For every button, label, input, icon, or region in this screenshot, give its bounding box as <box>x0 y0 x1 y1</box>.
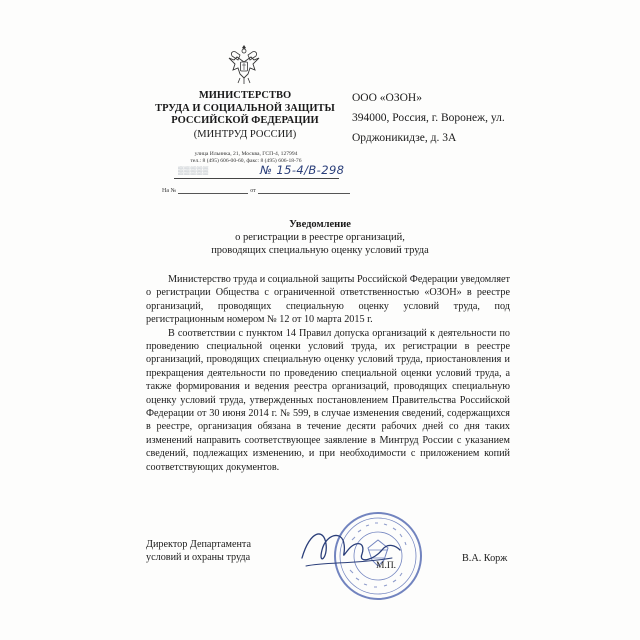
address-line: улица Ильинка, 21, Москва, ГСП-4, 127994 <box>194 151 298 157</box>
position-line: Директор Департамента <box>146 539 252 550</box>
outgoing-number: № 15-4/В-298 <box>260 163 345 177</box>
coat-of-arms-icon <box>226 42 262 86</box>
recipient-block <box>352 88 552 148</box>
signatory-position <box>146 538 251 564</box>
document-body <box>146 273 510 474</box>
na-field <box>178 187 248 194</box>
handwritten-signature-icon <box>296 520 406 580</box>
ot-label: от <box>250 188 256 194</box>
ministry-line: РОССИЙСКОЙ ФЕДЕРАЦИИ <box>171 115 319 126</box>
document-title <box>140 218 500 257</box>
reference-row <box>160 187 350 194</box>
title-line: проводящих специальную оценку условий труда <box>211 245 429 256</box>
signer-name: В.А. Корж <box>462 553 508 564</box>
seal-place-label: М.П. <box>376 561 397 571</box>
ot-field <box>258 187 350 194</box>
title-heading: Уведомление <box>289 219 351 230</box>
recipient-address: Орджоникидзе, д. 3А <box>352 132 457 144</box>
recipient-name: ООО «ОЗОН» <box>352 92 422 104</box>
recipient-address: 394000, Россия, г. Воронеж, ул. <box>352 112 505 124</box>
ministry-line: МИНИСТЕРСТВО <box>198 90 292 101</box>
ministry-line: ТРУДА И СОЦИАЛЬНОЙ ЗАЩИТЫ <box>155 102 335 114</box>
contacts-line: тел.: 8 (495) 606-00-60, факс: 8 (495) 606-18-76 <box>190 158 302 164</box>
body-paragraph: Министерство труда и социальной защиты Российской Федерации уведомляет о регистрации Общества с ограниченной ответственностью «ОЗОН» в реестре организаций, проводящих специальную оценку условий труда, под регистрационным номером № 12 от 10 марта 2015 г. <box>146 274 510 326</box>
na-label: На № <box>162 188 177 194</box>
ministry-name <box>130 90 360 141</box>
title-line: о регистрации в реестре организаций, <box>235 232 405 243</box>
ministry-short-name: (МИНТРУД РОССИИ) <box>193 128 297 140</box>
position-line: условий и охраны труда <box>146 552 251 563</box>
body-paragraph: В соответствии с пунктом 14 Правил допуска организаций к деятельности по проведению специальной оценки условий труда, их регистрации в реестре организаций, проводящих специальную оценку условий труда, приостановления и прекращения деятельности по проведению специальной оценки условий труда, а также формирования и ведения реестра организаций, проводящих специальную оценку условий труда, утвержденных постановлением Правительства Российской Федерации от 30 июня 2014 г. № 599, в случае изменения сведений, содержащихся в реестре, организация обязана в течение десяти рабочих дней со дня таких изменений направить соответствующее заявление в Минтруд России с указанием сведений, подлежащих изменению, и при необходимости с приложением копий соответствующих документов. <box>146 327 510 473</box>
date-stamp-smudge: ▒▒▒▒▒ <box>178 166 209 175</box>
